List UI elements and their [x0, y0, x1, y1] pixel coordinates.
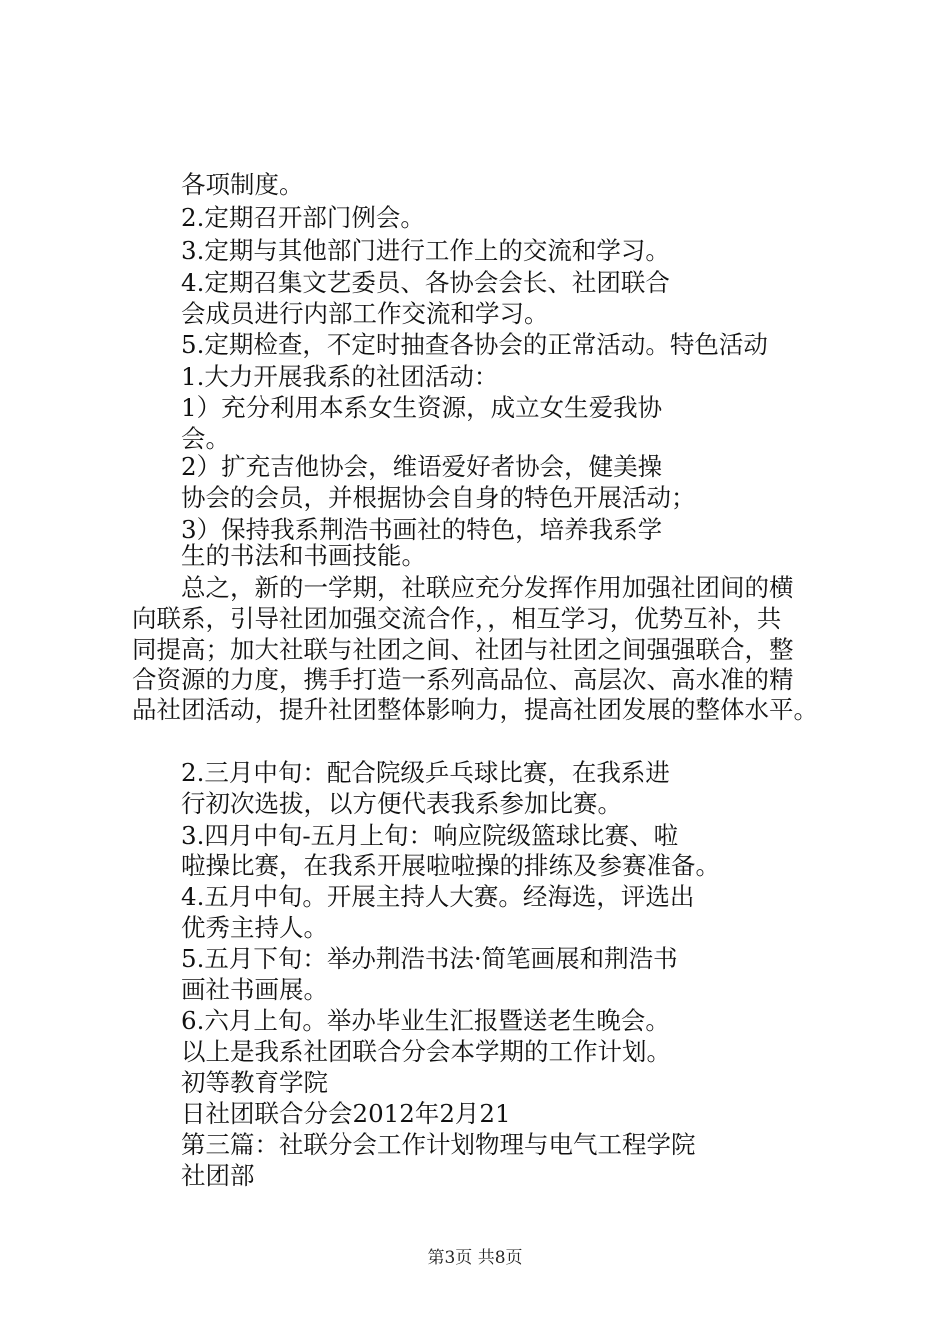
text-line: 会。 [181, 424, 230, 453]
text-line: 会成员进行内部工作交流和学习。 [181, 299, 549, 328]
text-line: 4.定期召集文艺委员、各协会会长、社团联合 [181, 268, 670, 297]
text-line: 1）充分利用本系女生资源，成立女生爱我协 [181, 393, 663, 422]
text-line: 优秀主持人。 [181, 913, 328, 942]
text-line: 社团部 [181, 1161, 255, 1190]
text-line: 3）保持我系荆浩书画社的特色，培养我系学 [181, 515, 663, 544]
text-line: 生的书法和书画技能。 [181, 541, 426, 570]
page-footer: 第3页 共8页 [427, 1248, 523, 1268]
text-line: 2）扩充吉他协会，维语爱好者协会，健美操 [181, 452, 663, 481]
paragraph-line: 合资源的力度，携手打造一系列高品位、高层次、高水准的精 [132, 665, 794, 694]
paragraph-line: 品社团活动，提升社团整体影响力，提高社团发展的整体水平。 [132, 695, 818, 724]
paragraph-line: 同提高；加大社联与社团之间、社团与社团之间强强联合，整 [132, 635, 794, 664]
paragraph-line: 总之，新的一学期，社联应充分发挥作用加强社团间的横 [181, 573, 794, 602]
text-line: 各项制度。 [181, 170, 304, 199]
text-line: 初等教育学院 [181, 1068, 328, 1097]
text-line: 3.定期与其他部门进行工作上的交流和学习。 [181, 236, 670, 265]
text-line: 2.定期召开部门例会。 [181, 203, 425, 232]
text-line: 4.五月中旬。开展主持人大赛。经海选，评选出 [181, 882, 695, 911]
text-line: 画社书画展。 [181, 975, 328, 1004]
text-line: 6.六月上旬。举办毕业生汇报暨送老生晚会。 [181, 1006, 670, 1035]
text-line: 5.五月下旬：举办荆浩书法·简笔画展和荆浩书 [181, 944, 678, 973]
text-line: 5.定期检查，不定时抽查各协会的正常活动。特色活动 [181, 330, 768, 359]
text-line: 啦操比赛，在我系开展啦啦操的排练及参赛准备。 [181, 851, 720, 880]
text-line: 3.四月中旬-五月上旬：响应院级篮球比赛、啦 [181, 821, 679, 850]
text-line: 2.三月中旬：配合院级乒乓球比赛，在我系进 [181, 758, 670, 787]
text-line: 协会的会员，并根据协会自身的特色开展活动； [181, 483, 696, 512]
text-line: 第三篇：社联分会工作计划物理与电气工程学院 [181, 1130, 696, 1159]
paragraph-line: 向联系，引导社团加强交流合作，，相互学习，优势互补，共 [132, 604, 782, 633]
text-line: 以上是我系社团联合分会本学期的工作计划。 [181, 1037, 671, 1066]
text-line: 行初次选拔，以方便代表我系参加比赛。 [181, 789, 622, 818]
text-line: 日社团联合分会2012年2月21 [181, 1099, 511, 1128]
text-line: 1.大力开展我系的社团活动： [181, 362, 499, 391]
